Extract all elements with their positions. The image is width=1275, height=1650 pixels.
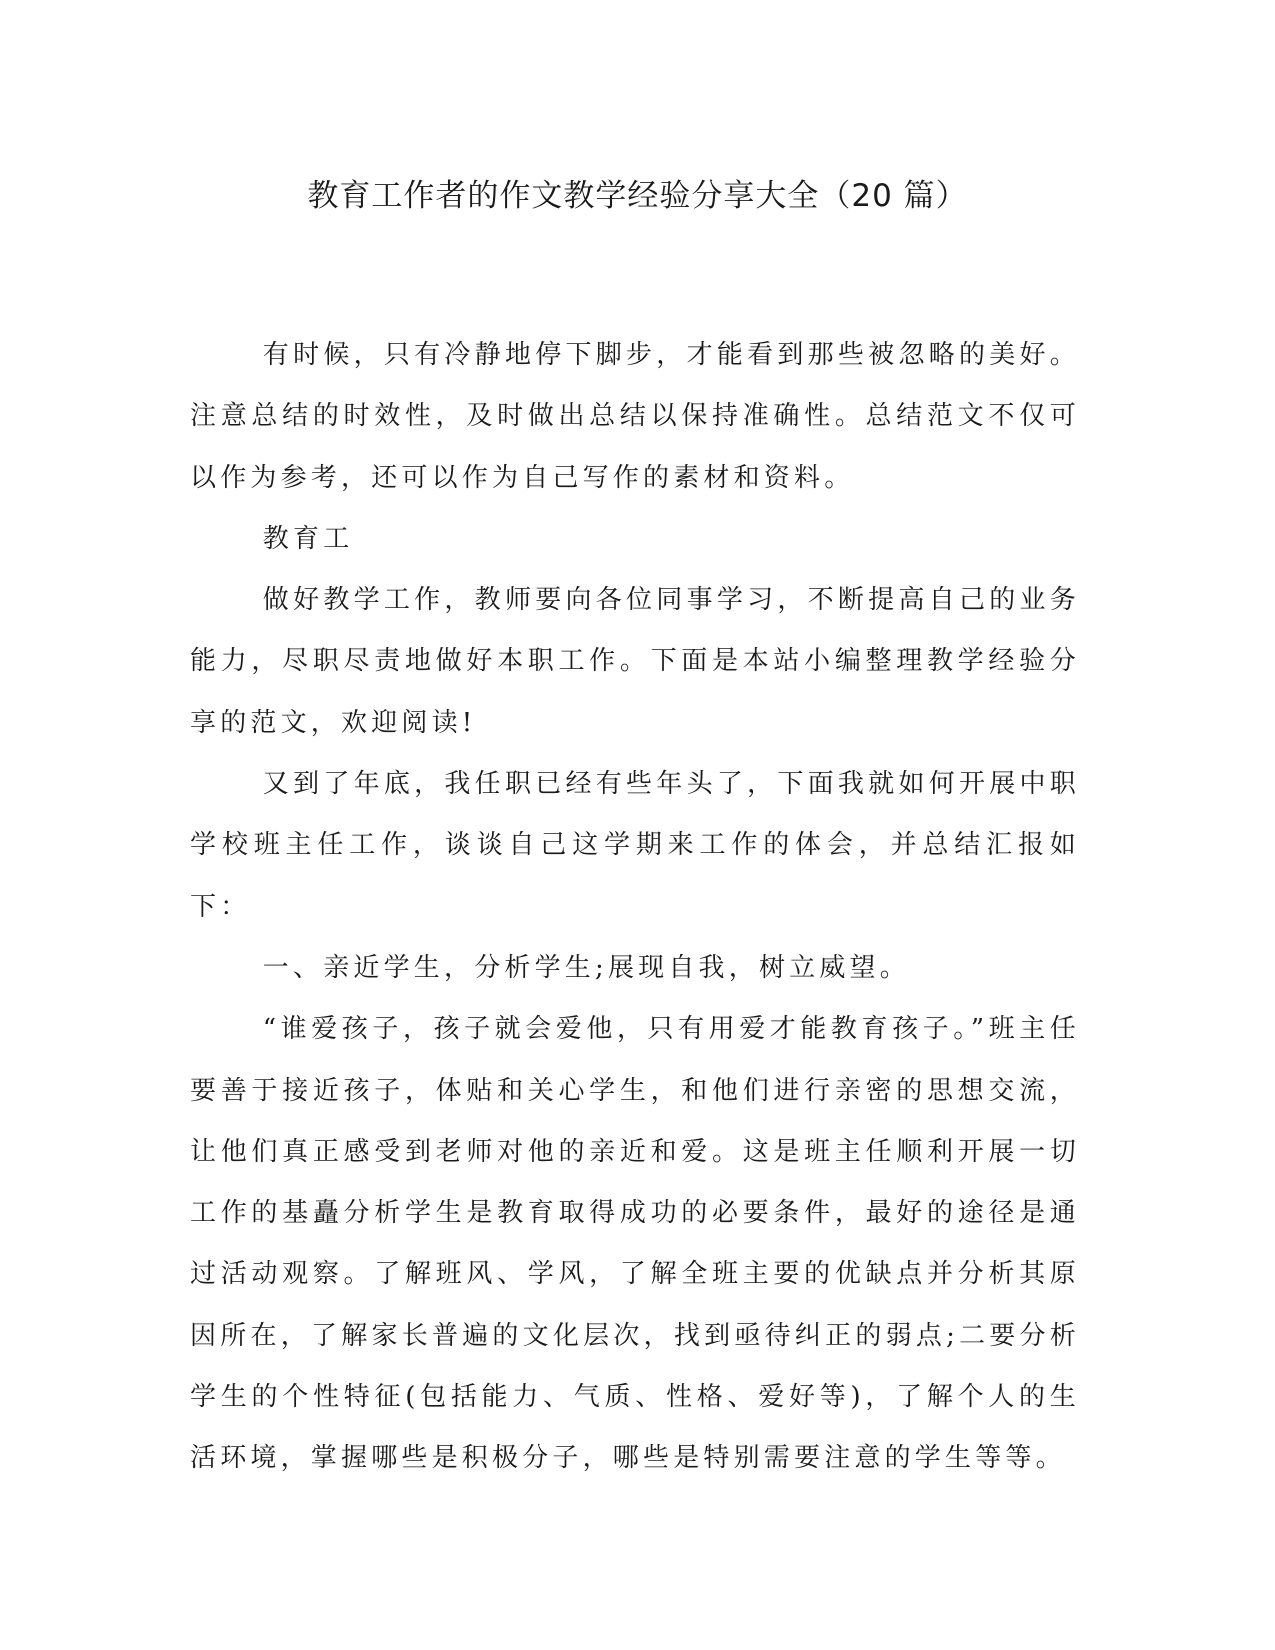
- paragraph-teaching-work: 做好教学工作，教师要向各位同事学习，不断提高自己的业务能力，尽职尽责地做好本职工作。下面是本站小编整理教学经验分享的范文，欢迎阅读!: [190, 585, 1080, 738]
- paragraph-intro: 有时候，只有冷静地停下脚步，才能看到那些被忽略的美好。注意总结的时效性，及时做出总结以保持准确性。总结范文不仅可以作为参考，还可以作为自己写作的素材和资料。: [190, 340, 1080, 493]
- document-body: [190, 325, 1080, 1490]
- document-title: 教育工作者的作文教学经验分享大全（20 篇）: [307, 178, 968, 214]
- paragraph-year-end: 又到了年底，我任职已经有些年头了，下面我就如何开展中职学校班主任工作，谈谈自己这学期来工作的体会，并总结汇报如下：: [190, 769, 1080, 922]
- section-heading-1: 一、亲近学生，分析学生;展现自我，树立威望。: [262, 952, 910, 983]
- paragraph-heading-fragment: 教育工: [262, 523, 354, 554]
- paragraph-love-students: “谁爱孩子，孩子就会爱他，只有用爱才能教育孩子。”班主任要善于接近孩子，体贴和关心学生，和他们进行亲密的思想交流，让他们真正感受到老师对他的亲近和爱。这是班主任顺利开展一切工作的基矗分析学生是教育取得成功的必要条件，最好的途径是通过活动观察。了解班风、学风，了解全班主要的优缺点并分析其原因所在，了解家长普遍的文化层次，找到亟待纠正的弱点;二要分析学生的个性特征(包括能力、气质、性格、爱好等)，了解个人的生活环境，掌握哪些是积极分子，哪些是特别需要注意的学生等等。: [190, 1014, 1080, 1474]
